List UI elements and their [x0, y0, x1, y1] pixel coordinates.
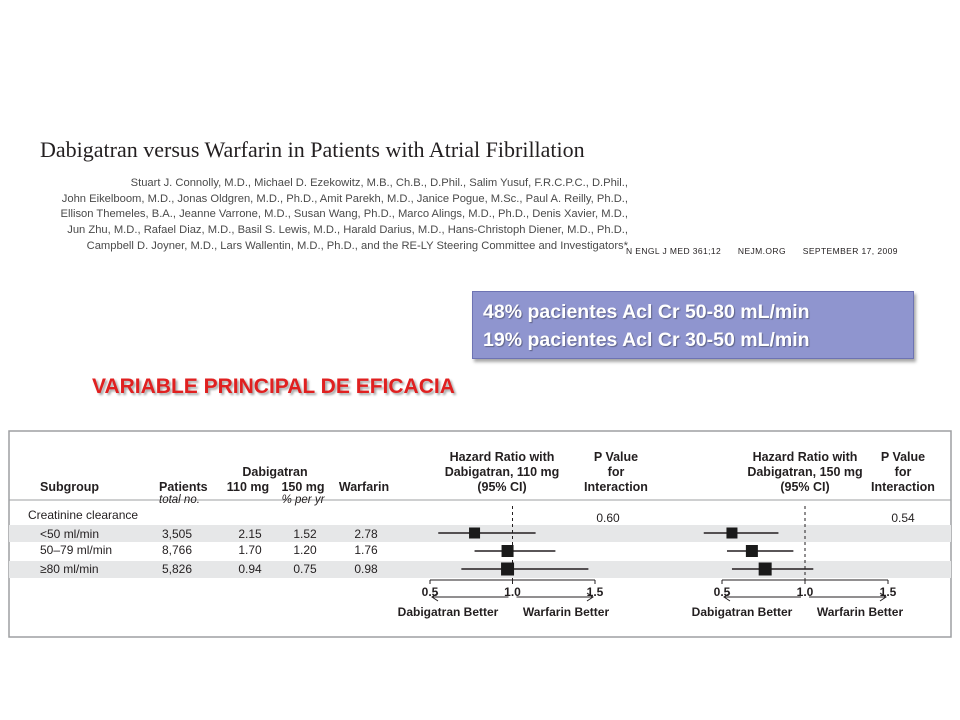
p-value-110: 0.60: [596, 511, 620, 525]
header-hr150-line1: Hazard Ratio with: [752, 450, 858, 464]
header-p2-line2: for: [894, 465, 912, 479]
left-direction-label: Dabigatran Better: [691, 605, 793, 619]
header-dabigatran: Dabigatran: [242, 465, 308, 479]
header-hr150-line3: (95% CI): [780, 480, 830, 494]
section-heading: VARIABLE PRINCIPAL DE EFICACIA: [92, 375, 455, 398]
p-value-150: 0.54: [891, 511, 915, 525]
header-p2-line3: Interaction: [871, 480, 935, 494]
row-label: <50 ml/min: [40, 527, 100, 541]
header-p2-line1: P Value: [880, 450, 926, 464]
row-patients: 3,505: [161, 527, 193, 541]
row-d110: 0.94: [238, 562, 262, 576]
header-hr110-line1: Hazard Ratio with: [449, 450, 555, 464]
x-tick-label: 1.5: [879, 585, 897, 599]
hr-point: [726, 528, 737, 539]
header-patients-sub: total no.: [159, 494, 200, 506]
row-d150: 1.52: [293, 527, 317, 541]
arrow-left: [724, 593, 801, 601]
header-pct-per-yr: % per yr: [281, 494, 325, 506]
author-line: Ellison Themeles, B.A., Jeanne Varrone, M.D., Susan Wang, Ph.D., Marco Alings, M.D., Ph.D., Denis Xavier, M.D.,: [60, 208, 628, 221]
x-tick-label: 1.0: [796, 585, 814, 599]
x-tick-label: 0.5: [421, 585, 439, 599]
header-p-line3: Interaction: [584, 480, 648, 494]
header-subgroup: Subgroup: [40, 480, 100, 494]
arrow-right: [809, 593, 886, 601]
x-tick-label: 1.0: [504, 585, 521, 599]
header-hr110-line2: Dabigatran, 110 mg: [444, 465, 560, 479]
header-110mg: 110 mg: [226, 480, 270, 494]
row-d110: 2.15: [238, 527, 262, 541]
journal-ref: N ENGL J MED 361;12: [626, 246, 722, 256]
callout-line-1: 48% pacientes Acl Cr 50-80 mL/min: [483, 301, 810, 323]
right-direction-label: Warfarin Better: [816, 605, 904, 619]
author-line: John Eikelboom, M.D., Jonas Oldgren, M.D., Ph.D., Amit Parekh, M.D., Janice Pogue, M.Sc., Paul A. Reilly, Ph.D.,: [61, 192, 628, 205]
author-line: Campbell D. Joyner, M.D., Lars Wallentin, M.D., Ph.D., and the RE-LY Steering Committee and Investigators*: [86, 239, 628, 252]
hr-point: [746, 545, 758, 557]
journal-site: NEJM.ORG: [737, 246, 786, 256]
row-warfarin: 0.98: [354, 562, 378, 576]
hr-point: [502, 545, 514, 557]
header-hr110-line3: (95% CI): [477, 480, 527, 494]
row-label: 50–79 ml/min: [40, 543, 113, 557]
arrow-right: [517, 593, 594, 601]
author-line: Jun Zhu, M.D., Rafael Diaz, M.D., Basil S. Lewis, M.D., Harald Darius, M.D., Hans-Christoph Diener, M.D., Ph.D.,: [67, 224, 628, 237]
paper-title: Dabigatran versus Warfarin in Patients with Atrial Fibrillation: [40, 137, 585, 162]
group-label: Creatinine clearance: [28, 508, 139, 522]
header-hr150-line2: Dabigatran, 150 mg: [747, 465, 863, 479]
header-warfarin: Warfarin: [338, 480, 390, 494]
row-warfarin: 2.78: [354, 527, 378, 541]
row-warfarin: 1.76: [354, 543, 378, 557]
row-label: ≥80 ml/min: [40, 562, 99, 576]
hr-point: [759, 563, 772, 576]
x-tick-label: 1.5: [586, 585, 604, 599]
hr-point: [469, 528, 480, 539]
header-p-line2: for: [607, 465, 625, 479]
header-patients: Patients: [159, 480, 208, 494]
row-d150: 0.75: [293, 562, 317, 576]
row-patients: 8,766: [161, 543, 193, 557]
hr-point: [501, 563, 514, 576]
row-d110: 1.70: [238, 543, 262, 557]
arrow-left: [432, 593, 509, 601]
x-tick-label: 0.5: [713, 585, 731, 599]
left-direction-label: Dabigatran Better: [397, 605, 499, 619]
author-line: Stuart J. Connolly, M.D., Michael D. Ezekowitz, M.B., Ch.B., D.Phil., Salim Yusuf, F.R.C.P.C., D.Phil.,: [130, 177, 628, 189]
header-p-line1: P Value: [593, 450, 639, 464]
right-direction-label: Warfarin Better: [522, 605, 610, 619]
header-150mg: 150 mg: [281, 480, 325, 494]
row-d150: 1.20: [293, 543, 317, 557]
row-patients: 5,826: [161, 562, 193, 576]
publication-date: SEPTEMBER 17, 2009: [802, 246, 898, 256]
callout-line-2: 19% pacientes Acl Cr 30-50 mL/min: [483, 329, 810, 351]
